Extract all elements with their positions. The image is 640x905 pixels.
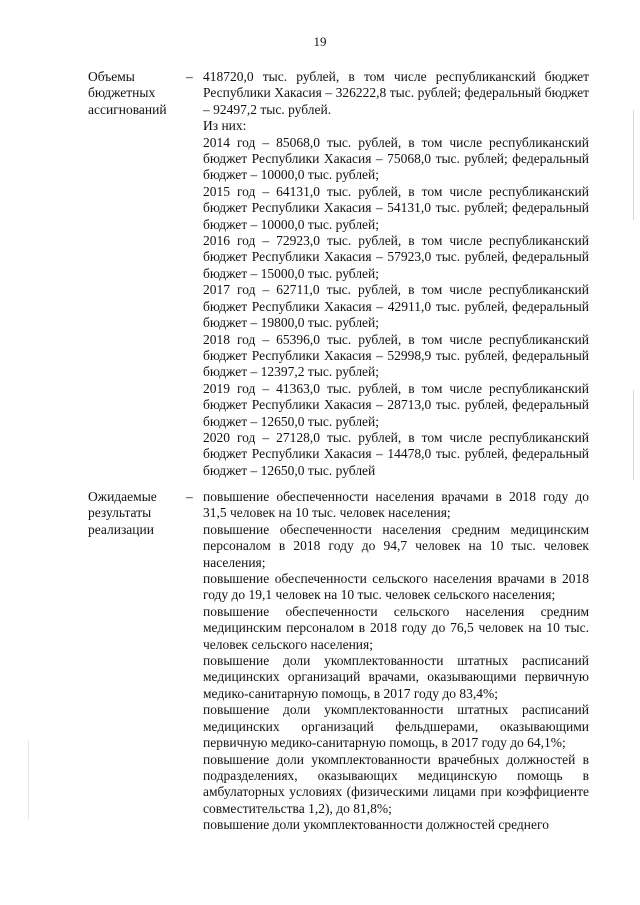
results-paragraph: повышение обеспеченности сельского населения врачами в 2018 году до 19,1 человек на 10 тыс. человек сельского населения;: [203, 571, 589, 603]
budget-paragraph-2015: 2015 год – 64131,0 тыс. рублей, в том числе республиканский бюджет Республики Хакасия – 54131,0 тыс. рублей; федеральный бюджет – 10000,0 тыс. рублей;: [203, 183, 589, 232]
page-number: 19: [313, 34, 327, 49]
budget-dash: –: [186, 69, 193, 84]
budget-paragraph-2017: 2017 год – 62711,0 тыс. рублей, в том числе республиканский бюджет Республики Хакасия – 42911,0 тыс. рублей, федеральный бюджет – 19800,0 тыс. рублей;: [203, 282, 589, 331]
results-dash: –: [186, 489, 193, 504]
budget-paragraph-2020: 2020 год – 27128,0 тыс. рублей, в том числе республиканский бюджет Республики Хакасия – 14478,0 тыс. рублей, федеральный бюджет – 12650,0 тыс. рублей: [203, 429, 589, 478]
results-paragraph: повышение доли укомплектованности врачебных должностей в подразделениях, оказывающих медицинскую помощь в амбулаторных условиях (физическими лицами при коэффициенте совместительства 1,2), до 81,8%;: [203, 751, 589, 816]
scan-edge-mark: [633, 110, 634, 220]
budget-label: Объемы бюджетных ассигнований: [88, 69, 167, 117]
results-paragraph: повышение обеспеченности населения врачами в 2018 году до 31,5 человек на 10 тыс. человек населения;: [203, 489, 589, 521]
budget-paragraph-2016: 2016 год – 72923,0 тыс. рублей, в том числе республиканский бюджет Республики Хакасия – 57923,0 тыс. рублей, федеральный бюджет – 15000,0 тыс. рублей;: [203, 233, 589, 281]
scan-edge-mark: [633, 390, 634, 480]
budget-paragraph-intro: Из них:: [203, 118, 247, 134]
results-paragraph: повышение обеспеченности населения средним медицинским персоналом в 2018 году до 94,7 человек на 10 тыс. человек населения;: [203, 521, 589, 570]
budget-paragraph-total: 418720,0 тыс. рублей, в том числе республиканский бюджет Республики Хакасия – 326222,8 тыс. рублей; федеральный бюджет – 92497,2 тыс. рублей.: [203, 69, 589, 117]
results-paragraph: повышение обеспеченности сельского населения средним медицинским персоналом в 2018 году до 76,5 человек на 10 тыс. человек сельского населения;: [203, 603, 589, 652]
budget-paragraph-2019: 2019 год – 41363,0 тыс. рублей, в том числе республиканский бюджет Республики Хакасия – 28713,0 тыс. рублей, федеральный бюджет – 12650,0 тыс. рублей;: [203, 380, 589, 429]
results-paragraph: повышение доли укомплектованности штатных расписаний медицинских организаций фельдшерами, оказывающими первичную медико-санитарную помощь, в 2017 году до 64,1%;: [203, 702, 589, 751]
budget-paragraph-2018: 2018 год – 65396,0 тыс. рублей, в том числе республиканский бюджет Республики Хакасия – 52998,9 тыс. рублей, федеральный бюджет – 12397,2 тыс. рублей;: [203, 331, 589, 380]
results-paragraph: повышение доли укомплектованности штатных расписаний медицинских организаций врачами, оказывающими первичную медико-санитарную помощь, в 2017 году до 83,4%;: [203, 653, 589, 701]
budget-content: [203, 69, 589, 479]
results-label: Ожидаемые результаты реализации: [88, 489, 157, 537]
results-content: [203, 489, 589, 834]
scan-edge-mark: [28, 740, 29, 820]
budget-paragraph-2014: 2014 год – 85068,0 тыс. рублей, в том числе республиканский бюджет Республики Хакасия – 75068,0 тыс. рублей; федеральный бюджет – 10000,0 тыс. рублей;: [203, 134, 589, 183]
results-paragraph: повышение доли укомплектованности должностей среднего: [203, 817, 549, 833]
